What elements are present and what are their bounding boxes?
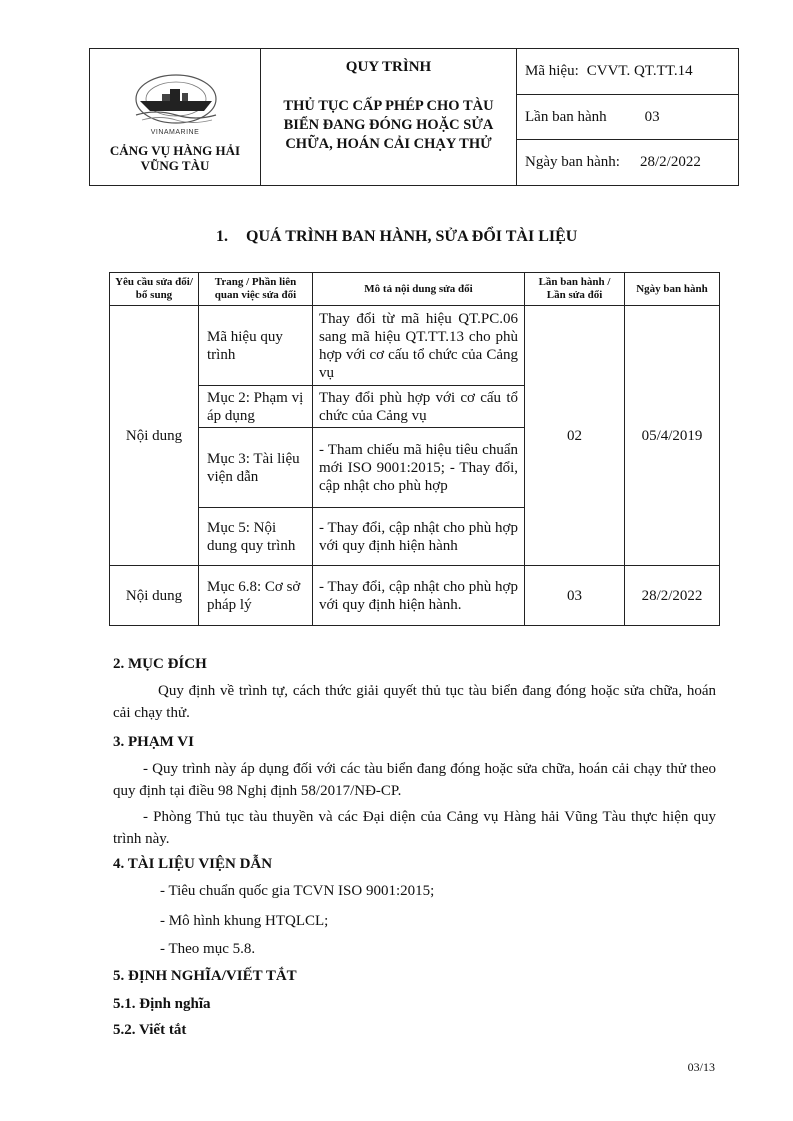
section4-item-3: - Theo mục 5.8. — [160, 941, 256, 957]
col-header-request: Yêu cầu sửa đổi/ bổ sung — [110, 273, 199, 306]
section3-item-1: - Quy trình này áp dụng đối với các tàu biển đang đóng hoặc sửa chữa, hoán cải chạy thử theo quy định tại điều 98 Nghị định 58/2017/NĐ-CP. — [113, 761, 716, 799]
date-cell: 05/4/2019 — [625, 306, 720, 566]
meta-date-value: 28/2/2022 — [639, 154, 701, 171]
table-row — [110, 306, 720, 386]
section4-item-2: - Mô hình khung HTQLCL; — [160, 913, 329, 929]
page-number: 03/13 — [687, 1060, 715, 1074]
table-header-row — [110, 273, 720, 306]
header-title-cell — [261, 49, 517, 185]
document-header — [89, 48, 739, 186]
col-header-part: Trang / Phần liên quan việc sửa đổi — [199, 273, 313, 306]
description-cell: - Thay đổi, cập nhật cho phù hợp với quy định hiện hành. — [313, 566, 525, 626]
org-name-line1: CẢNG VỤ HÀNG HẢI — [109, 143, 241, 158]
document-title: THỦ TỤC CẤP PHÉP CHO TÀU BIỂN ĐANG ĐÓNG HOẶC SỬA CHỮA, HOÁN CẢI CHẠY THỬ — [283, 98, 494, 152]
section3-item-2: - Phòng Thủ tục tàu thuyền và các Đại diện của Cảng vụ Hàng hải Vũng Tàu thực hiện quy trình này. — [113, 809, 716, 847]
revision-history-table — [109, 272, 720, 626]
meta-edition-row — [517, 95, 738, 141]
date-cell: 28/2/2022 — [625, 566, 720, 626]
part-cell: Mã hiệu quy trình — [199, 306, 313, 386]
meta-code-row — [517, 49, 738, 95]
meta-code-label: Mã hiệu: — [525, 62, 579, 79]
description-cell: - Tham chiếu mã hiệu tiêu chuẩn mới ISO 9001:2015; - Thay đổi, cập nhật cho phù hợp — [313, 428, 525, 508]
part-cell: Mục 2: Phạm vị áp dụng — [199, 386, 313, 428]
section5-1-heading: 5.1. Định nghĩa — [113, 996, 211, 1012]
header-logo-cell — [90, 49, 261, 185]
vinamarine-logo-icon — [132, 67, 220, 135]
col-header-version: Lần ban hành / Lần sửa đổi — [525, 273, 625, 306]
section5-2-heading: 5.2. Viết tắt — [113, 1022, 187, 1038]
org-name-line2: VŨNG TÀU — [140, 158, 210, 173]
section3-heading: 3. PHẠM VI — [113, 734, 194, 750]
section1-title: QUÁ TRÌNH BAN HÀNH, SỬA ĐỔI TÀI LIỆU — [246, 228, 578, 245]
table-row — [110, 566, 720, 626]
col-header-date: Ngày ban hành — [625, 273, 720, 306]
section1-heading — [216, 228, 577, 246]
section4-heading: 4. TÀI LIỆU VIỆN DẪN — [113, 856, 273, 872]
version-cell: 02 — [525, 306, 625, 566]
meta-date-row — [517, 140, 738, 185]
organization-name — [90, 143, 260, 173]
logo-caption: VINAMARINE — [150, 129, 200, 136]
request-cell: Nội dung — [110, 306, 199, 566]
section4-item-1: - Tiêu chuẩn quốc gia TCVN ISO 9001:2015; — [160, 883, 435, 899]
description-cell: Thay đổi từ mã hiệu QT.PC.06 sang mã hiệu QT.TT.13 cho phù hợp với cơ cấu tổ chức của Cảng vụ — [313, 306, 525, 386]
document-type: QUY TRÌNH — [345, 59, 432, 75]
version-cell: 03 — [525, 566, 625, 626]
meta-edition-value: 03 — [644, 108, 660, 125]
part-cell: Mục 5: Nội dung quy trình — [199, 508, 313, 566]
meta-code-value: CVVT. QT.TT.14 — [586, 62, 693, 79]
meta-edition-label: Lần ban hành — [525, 108, 607, 125]
part-cell: Mục 6.8: Cơ sở pháp lý — [199, 566, 313, 626]
part-cell: Mục 3: Tài liệu viện dẫn — [199, 428, 313, 508]
section2-paragraph: Quy định về trình tự, cách thức giải quyết thủ tục tàu biển đang đóng hoặc sửa chữa, hoán cải chạy thử. — [113, 683, 716, 721]
meta-date-label: Ngày ban hành: — [525, 154, 620, 171]
description-cell: - Thay đổi, cập nhật cho phù hợp với quy định hiện hành — [313, 508, 525, 566]
header-meta-cell — [517, 49, 738, 185]
section2-heading: 2. MỤC ĐÍCH — [113, 656, 207, 672]
col-header-description: Mô tả nội dung sửa đổi — [313, 273, 525, 306]
section5-heading: 5. ĐỊNH NGHĨA/VIẾT TẮT — [113, 968, 297, 984]
description-cell: Thay đổi phù hợp với cơ cấu tổ chức của Cảng vụ — [313, 386, 525, 428]
request-cell: Nội dung — [110, 566, 199, 626]
section1-number: 1. — [216, 228, 228, 245]
